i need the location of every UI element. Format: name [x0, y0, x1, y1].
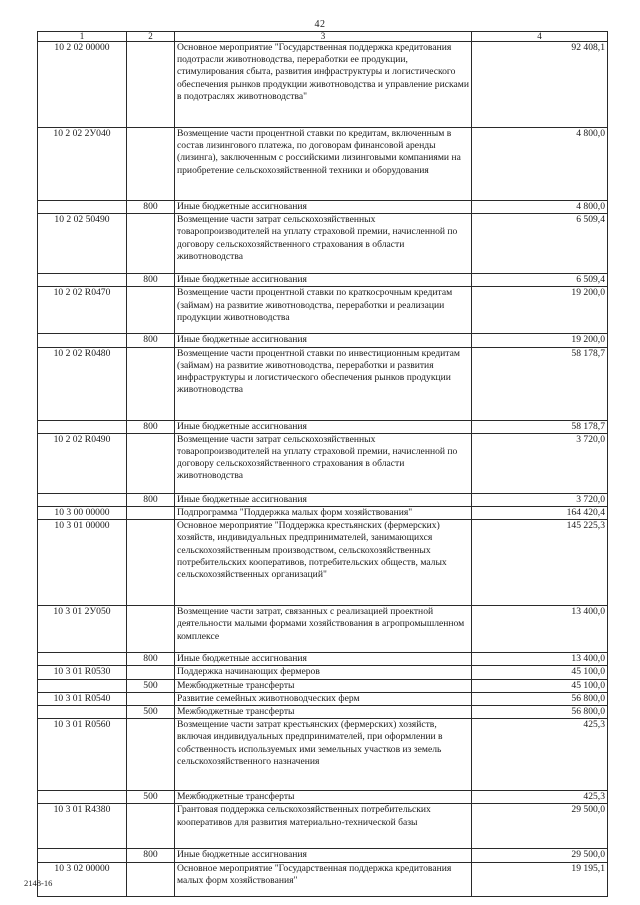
row-expense-type: [127, 804, 175, 849]
row-amount: 6 509,4: [472, 214, 608, 274]
row-amount: 4 800,0: [472, 128, 608, 201]
row-expense-type: 500: [127, 706, 175, 719]
row-expense-type: [127, 42, 175, 128]
table-row: [38, 433, 608, 493]
row-name: Межбюджетные трансферты: [175, 791, 472, 804]
row-name: Возмещение части процентной ставки по инвестиционным кредитам (займам) на развитие животноводства, переработки и развития инфраструктуры и логистического обеспечения рынков продукции животноводства: [175, 347, 472, 420]
row-code: 10 2 02 2У040: [38, 128, 127, 201]
row-name: Подпрограмма "Поддержка малых форм хозяйствования": [175, 507, 472, 520]
row-amount: 13 400,0: [472, 606, 608, 653]
row-amount: 164 420,4: [472, 507, 608, 520]
table-row: [38, 653, 608, 666]
table-row: [38, 493, 608, 506]
row-name: Иные бюджетные ассигнования: [175, 493, 472, 506]
row-expense-type: 800: [127, 420, 175, 433]
row-expense-type: 800: [127, 653, 175, 666]
table-row: [38, 520, 608, 606]
row-expense-type: [127, 719, 175, 791]
row-code: [38, 493, 127, 506]
row-expense-type: 800: [127, 274, 175, 287]
row-name: Межбюджетные трансферты: [175, 706, 472, 719]
row-amount: 29 500,0: [472, 849, 608, 862]
row-name: Иные бюджетные ассигнования: [175, 653, 472, 666]
table-row: [38, 214, 608, 274]
row-expense-type: [127, 862, 175, 896]
row-amount: 58 178,7: [472, 347, 608, 420]
row-amount: 56 800,0: [472, 692, 608, 705]
table-row: [38, 420, 608, 433]
row-name: Поддержка начинающих фермеров: [175, 666, 472, 679]
row-amount: 3 720,0: [472, 433, 608, 493]
page-number: 42: [314, 19, 326, 30]
table-row: [38, 804, 608, 849]
row-expense-type: 800: [127, 493, 175, 506]
row-name: Иные бюджетные ассигнования: [175, 334, 472, 347]
column-header-code: 1: [38, 32, 127, 42]
row-name: Основное мероприятие "Государственная поддержка кредитования подотрасли животноводства, переработки ее продукции, стимулирования сбыта, развития инфраструктуры и логистического обеспечения рынков продукции животноводства и управление рисками в подотраслях животноводства": [175, 42, 472, 128]
row-code: [38, 653, 127, 666]
row-name: Развитие семейных животноводческих ферм: [175, 692, 472, 705]
table-row: [38, 862, 608, 896]
row-code: [38, 334, 127, 347]
row-amount: 29 500,0: [472, 804, 608, 849]
row-expense-type: 800: [127, 334, 175, 347]
table-row: [38, 606, 608, 653]
table-row: [38, 274, 608, 287]
row-amount: 19 195,1: [472, 862, 608, 896]
row-name: Иные бюджетные ассигнования: [175, 201, 472, 214]
row-code: [38, 679, 127, 692]
row-amount: 45 100,0: [472, 666, 608, 679]
row-expense-type: [127, 347, 175, 420]
budget-table: [37, 31, 608, 897]
row-code: 10 3 01 R0540: [38, 692, 127, 705]
row-name: Грантовая поддержка сельскохозяйственных потребительских кооперативов для развития материально-технической базы: [175, 804, 472, 849]
row-expense-type: [127, 287, 175, 334]
table-row: [38, 128, 608, 201]
row-name: Основное мероприятие "Поддержка крестьянских (фермерских) хозяйств, индивидуальных предпринимателей, занимающихся сельскохозяйственным производством, сельскохозяйственных потребительских кооперативов, потребительских обществ, малых сельскохозяйственных организаций": [175, 520, 472, 606]
row-code: 10 3 01 R4380: [38, 804, 127, 849]
row-expense-type: [127, 692, 175, 705]
row-code: 10 2 02 00000: [38, 42, 127, 128]
row-expense-type: [127, 507, 175, 520]
row-expense-type: 800: [127, 201, 175, 214]
row-code: 10 3 01 R0530: [38, 666, 127, 679]
row-expense-type: [127, 520, 175, 606]
row-code: [38, 201, 127, 214]
column-header-amount: 4: [472, 32, 608, 42]
row-code: 10 3 02 00000: [38, 862, 127, 896]
row-name: Иные бюджетные ассигнования: [175, 849, 472, 862]
row-code: 10 3 01 R0560: [38, 719, 127, 791]
table-row: [38, 347, 608, 420]
row-expense-type: 500: [127, 791, 175, 804]
row-amount: 3 720,0: [472, 493, 608, 506]
row-amount: 45 100,0: [472, 679, 608, 692]
table-row: [38, 849, 608, 862]
row-amount: 58 178,7: [472, 420, 608, 433]
row-code: [38, 274, 127, 287]
row-expense-type: [127, 128, 175, 201]
row-amount: 13 400,0: [472, 653, 608, 666]
row-amount: 19 200,0: [472, 334, 608, 347]
table-row: [38, 719, 608, 791]
row-name: Межбюджетные трансферты: [175, 679, 472, 692]
row-name: Основное мероприятие "Государственная поддержка кредитования малых форм хозяйствования": [175, 862, 472, 896]
row-amount: 56 800,0: [472, 706, 608, 719]
row-amount: 145 225,3: [472, 520, 608, 606]
row-code: 10 2 02 R0490: [38, 433, 127, 493]
row-amount: 19 200,0: [472, 287, 608, 334]
row-code: 10 3 00 00000: [38, 507, 127, 520]
row-amount: 4 800,0: [472, 201, 608, 214]
table-row: [38, 692, 608, 705]
row-expense-type: 500: [127, 679, 175, 692]
row-amount: 6 509,4: [472, 274, 608, 287]
row-expense-type: [127, 214, 175, 274]
column-header-name: 3: [175, 32, 472, 42]
row-name: Возмещение части затрат сельскохозяйственных товаропроизводителей на уплату страховой премии, начисленной по договору сельскохозяйственного страхования в области животноводства: [175, 214, 472, 274]
row-code: 10 2 02 50490: [38, 214, 127, 274]
table-row: [38, 42, 608, 128]
row-name: Иные бюджетные ассигнования: [175, 420, 472, 433]
table-row: [38, 507, 608, 520]
row-name: Возмещение части затрат сельскохозяйственных товаропроизводителей на уплату страховой премии, начисленной по договору сельскохозяйственного страхования в области животноводства: [175, 433, 472, 493]
row-code: [38, 420, 127, 433]
row-expense-type: [127, 433, 175, 493]
table-row: [38, 201, 608, 214]
table-row: [38, 666, 608, 679]
row-amount: 425,3: [472, 791, 608, 804]
row-code: [38, 706, 127, 719]
row-code: [38, 849, 127, 862]
row-code: 10 2 02 R0470: [38, 287, 127, 334]
row-expense-type: 800: [127, 849, 175, 862]
row-name: Возмещение части процентной ставки по кредитам, включенным в состав лизингового платежа, по договорам финансовой аренды (лизинга), заключенным с российскими лизинговыми компаниями на приобретение сельскохозяйственной техники и оборудования: [175, 128, 472, 201]
row-expense-type: [127, 666, 175, 679]
row-amount: 425,3: [472, 719, 608, 791]
table-row: [38, 679, 608, 692]
row-name: Возмещение части затрат, связанных с реализацией проектной деятельности малыми формами хозяйствования в агропромышленном комплексе: [175, 606, 472, 653]
table-row: [38, 791, 608, 804]
table-row: [38, 287, 608, 334]
row-code: [38, 791, 127, 804]
row-amount: 92 408,1: [472, 42, 608, 128]
row-code: 10 2 02 R0480: [38, 347, 127, 420]
row-name: Возмещение части затрат крестьянских (фермерских) хозяйств, включая индивидуальных предпринимателей, при оформлении в собственность используемых ими земельных участков из земель сельскохозяйственного назначения: [175, 719, 472, 791]
document-code: 2148-16: [24, 878, 53, 888]
table-row: [38, 706, 608, 719]
row-name: Иные бюджетные ассигнования: [175, 274, 472, 287]
column-header-type: 2: [127, 32, 175, 42]
row-code: 10 3 01 00000: [38, 520, 127, 606]
table-row: [38, 334, 608, 347]
row-expense-type: [127, 606, 175, 653]
row-name: Возмещение части процентной ставки по краткосрочным кредитам (займам) на развитие животноводства, переработки и реализации продукции животноводства: [175, 287, 472, 334]
table-header-row: [38, 32, 608, 42]
row-code: 10 3 01 2У050: [38, 606, 127, 653]
table-body: [38, 42, 608, 897]
